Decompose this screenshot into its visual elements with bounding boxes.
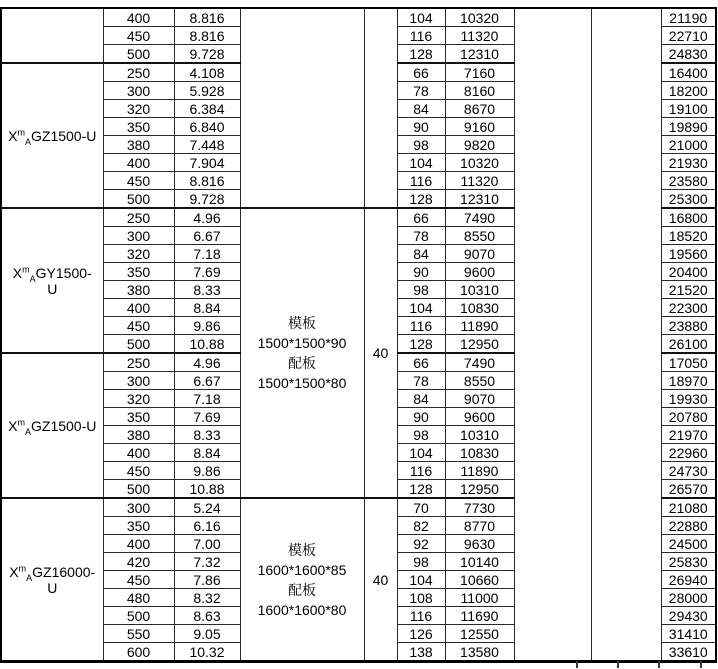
unit-weight-cell: 8.816 [174,8,240,27]
size-cell: 380 [103,136,174,154]
empty-column-cell [591,8,661,662]
model-name-cell [1,498,103,662]
unit-weight-cell: 4.96 [174,208,240,227]
size-cell: 320 [103,100,174,118]
model-part-sub: A [26,572,33,583]
board-spec-line: 1500*1500*80 [257,375,347,391]
total-weight-cell: 9630 [445,535,514,553]
pieces-cell: 98 [397,281,445,299]
model-part-prefix: X [8,127,18,144]
unit-weight-cell: 9.05 [174,625,240,643]
size-cell: 420 [103,553,174,571]
unit-weight-cell: 8.32 [174,589,240,607]
size-cell: 400 [103,8,174,27]
total-weight-cell: 13580 [445,643,514,662]
table-continuation-stub [658,661,660,668]
model-name-cell [1,208,103,353]
price-cell: 19560 [661,245,716,263]
board-spec-line: 配板 [288,355,316,371]
total-weight-cell: 9070 [445,390,514,408]
board-spec-cell [240,208,364,498]
total-weight-cell: 8160 [445,82,514,100]
total-weight-cell: 7490 [445,353,514,372]
unit-weight-cell: 5.24 [174,498,240,517]
pieces-cell: 126 [397,625,445,643]
total-weight-cell: 11690 [445,607,514,625]
model-part-sup: m [17,416,25,427]
total-weight-cell: 10830 [445,299,514,317]
board-spec-line: 配板 [288,581,316,598]
price-cell: 26570 [661,480,716,499]
pieces-cell: 84 [397,390,445,408]
size-cell: 400 [103,535,174,553]
price-cell: 21520 [661,281,716,299]
model-part-sub: A [24,426,31,437]
price-cell: 31410 [661,625,716,643]
price-cell: 16800 [661,208,716,227]
total-weight-cell: 9600 [445,408,514,426]
total-weight-cell: 12950 [445,335,514,354]
table-row [1,8,716,27]
total-weight-cell: 10310 [445,426,514,444]
board-spec-line: 1600*1600*80 [257,601,347,618]
size-cell: 550 [103,625,174,643]
unit-weight-cell: 10.32 [174,643,240,662]
size-cell: 450 [103,571,174,589]
model-part-prefix: X [9,563,19,580]
pieces-cell: 138 [397,643,445,662]
total-weight-cell: 11320 [445,172,514,190]
size-cell: 400 [103,444,174,462]
unit-weight-cell: 8.84 [174,299,240,317]
total-weight-cell: 8550 [445,227,514,245]
total-weight-cell: 9160 [445,118,514,136]
price-cell: 25300 [661,190,716,209]
price-cell: 21930 [661,154,716,172]
price-cell: 18520 [661,227,716,245]
price-cell: 22960 [661,444,716,462]
unit-weight-cell: 8.84 [174,444,240,462]
size-cell: 500 [103,190,174,209]
total-weight-cell: 12310 [445,190,514,209]
price-cell: 20780 [661,408,716,426]
unit-weight-cell: 9.86 [174,462,240,480]
price-cell: 18970 [661,372,716,390]
unit-weight-cell: 7.69 [174,263,240,281]
price-cell: 19100 [661,100,716,118]
size-cell: 450 [103,317,174,335]
total-weight-cell: 10310 [445,281,514,299]
pieces-cell: 98 [397,136,445,154]
pieces-cell: 116 [397,172,445,190]
unit-weight-cell: 8.33 [174,426,240,444]
total-weight-cell: 7730 [445,498,514,517]
model-part-sup: m [18,562,27,573]
unit-weight-cell: 6.16 [174,517,240,535]
total-weight-cell: 8670 [445,100,514,118]
unit-weight-cell: 7.32 [174,553,240,571]
board-spec-cell [240,8,364,208]
size-cell: 400 [103,299,174,317]
unit-weight-cell: 9.728 [174,190,240,209]
size-cell: 300 [103,498,174,517]
price-cell: 33610 [661,643,716,662]
total-weight-cell: 10660 [445,571,514,589]
pieces-cell: 98 [397,553,445,571]
size-cell: 250 [103,353,174,372]
price-cell: 22300 [661,299,716,317]
price-cell: 23580 [661,172,716,190]
price-cell: 23880 [661,317,716,335]
total-weight-cell: 8770 [445,517,514,535]
unit-weight-cell: 4.96 [174,353,240,372]
price-cell: 24500 [661,535,716,553]
pieces-cell: 104 [397,154,445,172]
size-cell: 500 [103,335,174,354]
pieces-cell: 104 [397,444,445,462]
size-cell: 400 [103,154,174,172]
model-part-rest: GZ16000-U [32,563,96,596]
table-body [1,8,716,662]
model-part-prefix: X [8,417,18,434]
unit-weight-cell: 6.67 [174,372,240,390]
unit-weight-cell: 9.728 [174,45,240,64]
pieces-cell: 90 [397,118,445,136]
total-weight-cell: 11890 [445,317,514,335]
pieces-cell: 78 [397,82,445,100]
unit-weight-cell: 10.88 [174,480,240,499]
pieces-cell: 116 [397,27,445,45]
table-continuation-stub [576,661,578,668]
total-weight-cell: 12950 [445,480,514,499]
unit-weight-cell: 7.18 [174,390,240,408]
pieces-cell: 104 [397,299,445,317]
unit-weight-cell: 8.816 [174,172,240,190]
model-part-sub: A [24,136,31,147]
quantity-cell: 40 [364,498,397,662]
table-continuation-stub [700,661,702,668]
price-cell: 21190 [661,8,716,27]
board-spec-line: 1600*1600*85 [257,561,347,578]
price-cell: 19890 [661,118,716,136]
unit-weight-cell: 7.86 [174,571,240,589]
pieces-cell: 82 [397,517,445,535]
price-cell: 21970 [661,426,716,444]
total-weight-cell: 8550 [445,372,514,390]
board-spec-line: 1500*1500*90 [257,335,347,351]
size-cell: 380 [103,281,174,299]
pieces-cell: 116 [397,607,445,625]
model-part-rest: GZ1500-U [31,417,97,434]
pieces-cell: 128 [397,335,445,354]
pieces-cell: 128 [397,190,445,209]
model-part-rest: GY1500-U [35,264,92,297]
board-spec-line: 模板 [288,315,316,331]
size-cell: 500 [103,480,174,499]
pieces-cell: 98 [397,426,445,444]
price-cell: 22880 [661,517,716,535]
price-cell: 19930 [661,390,716,408]
size-cell: 600 [103,643,174,662]
total-weight-cell: 9600 [445,263,514,281]
unit-weight-cell: 8.63 [174,607,240,625]
model-part-prefix: X [12,264,23,281]
pieces-cell: 66 [397,353,445,372]
unit-weight-cell: 6.840 [174,118,240,136]
total-weight-cell: 9820 [445,136,514,154]
pieces-cell: 128 [397,480,445,499]
total-weight-cell: 7160 [445,63,514,82]
unit-weight-cell: 8.816 [174,27,240,45]
unit-weight-cell: 7.448 [174,136,240,154]
price-cell: 21080 [661,498,716,517]
size-cell: 500 [103,607,174,625]
pieces-cell: 104 [397,8,445,27]
pieces-cell: 90 [397,408,445,426]
unit-weight-cell: 6.384 [174,100,240,118]
model-name-cell [1,353,103,498]
board-spec-line: 模板 [288,541,316,558]
pieces-cell: 78 [397,227,445,245]
total-weight-cell: 7490 [445,208,514,227]
unit-weight-cell: 7.69 [174,408,240,426]
size-cell: 300 [103,82,174,100]
price-cell: 26940 [661,571,716,589]
size-cell: 450 [103,462,174,480]
quantity-cell [364,8,397,208]
size-cell: 380 [103,426,174,444]
total-weight-cell: 11000 [445,589,514,607]
total-weight-cell: 10320 [445,8,514,27]
size-cell: 350 [103,263,174,281]
size-cell: 480 [103,589,174,607]
pieces-cell: 108 [397,589,445,607]
pieces-cell: 70 [397,498,445,517]
unit-weight-cell: 7.18 [174,245,240,263]
pieces-cell: 66 [397,208,445,227]
size-cell: 320 [103,390,174,408]
size-cell: 350 [103,408,174,426]
empty-column-cell [514,8,591,662]
price-cell: 25830 [661,553,716,571]
pieces-cell: 84 [397,245,445,263]
unit-weight-cell: 10.88 [174,335,240,354]
size-cell: 450 [103,27,174,45]
size-cell: 250 [103,208,174,227]
unit-weight-cell: 4.108 [174,63,240,82]
price-cell: 29430 [661,607,716,625]
size-cell: 500 [103,45,174,64]
pieces-cell: 84 [397,100,445,118]
price-cell: 26100 [661,335,716,354]
total-weight-cell: 11890 [445,462,514,480]
price-cell: 17050 [661,353,716,372]
price-cell: 28000 [661,589,716,607]
total-weight-cell: 9070 [445,245,514,263]
unit-weight-cell: 6.67 [174,227,240,245]
total-weight-cell: 11320 [445,27,514,45]
unit-weight-cell: 7.904 [174,154,240,172]
model-name-cell [1,8,103,63]
price-cell: 24830 [661,45,716,64]
price-cell: 22710 [661,27,716,45]
pieces-cell: 90 [397,263,445,281]
unit-weight-cell: 9.86 [174,317,240,335]
size-cell: 320 [103,245,174,263]
price-cell: 21000 [661,136,716,154]
board-spec-cell [240,498,364,662]
unit-weight-cell: 8.33 [174,281,240,299]
pieces-cell: 78 [397,372,445,390]
unit-weight-cell: 7.00 [174,535,240,553]
price-cell: 20400 [661,263,716,281]
pieces-cell: 104 [397,571,445,589]
total-weight-cell: 10830 [445,444,514,462]
size-cell: 350 [103,118,174,136]
model-part-sup: m [17,126,25,137]
price-cell: 16400 [661,63,716,82]
table-continuation-stub [617,661,619,668]
pieces-cell: 66 [397,63,445,82]
spec-price-table [0,7,717,663]
pieces-cell: 116 [397,462,445,480]
quantity-cell: 40 [364,208,397,498]
size-cell: 450 [103,172,174,190]
total-weight-cell: 10320 [445,154,514,172]
model-part-rest: GZ1500-U [31,127,97,144]
size-cell: 250 [103,63,174,82]
model-part-sup: m [22,263,30,274]
pieces-cell: 92 [397,535,445,553]
total-weight-cell: 12310 [445,45,514,64]
model-part-sub: A [29,273,36,284]
unit-weight-cell: 5.928 [174,82,240,100]
price-cell: 18200 [661,82,716,100]
size-cell: 350 [103,517,174,535]
total-weight-cell: 10140 [445,553,514,571]
size-cell: 300 [103,372,174,390]
total-weight-cell: 12550 [445,625,514,643]
pieces-cell: 116 [397,317,445,335]
price-cell: 24730 [661,462,716,480]
pieces-cell: 128 [397,45,445,64]
model-name-cell [1,63,103,208]
size-cell: 300 [103,227,174,245]
